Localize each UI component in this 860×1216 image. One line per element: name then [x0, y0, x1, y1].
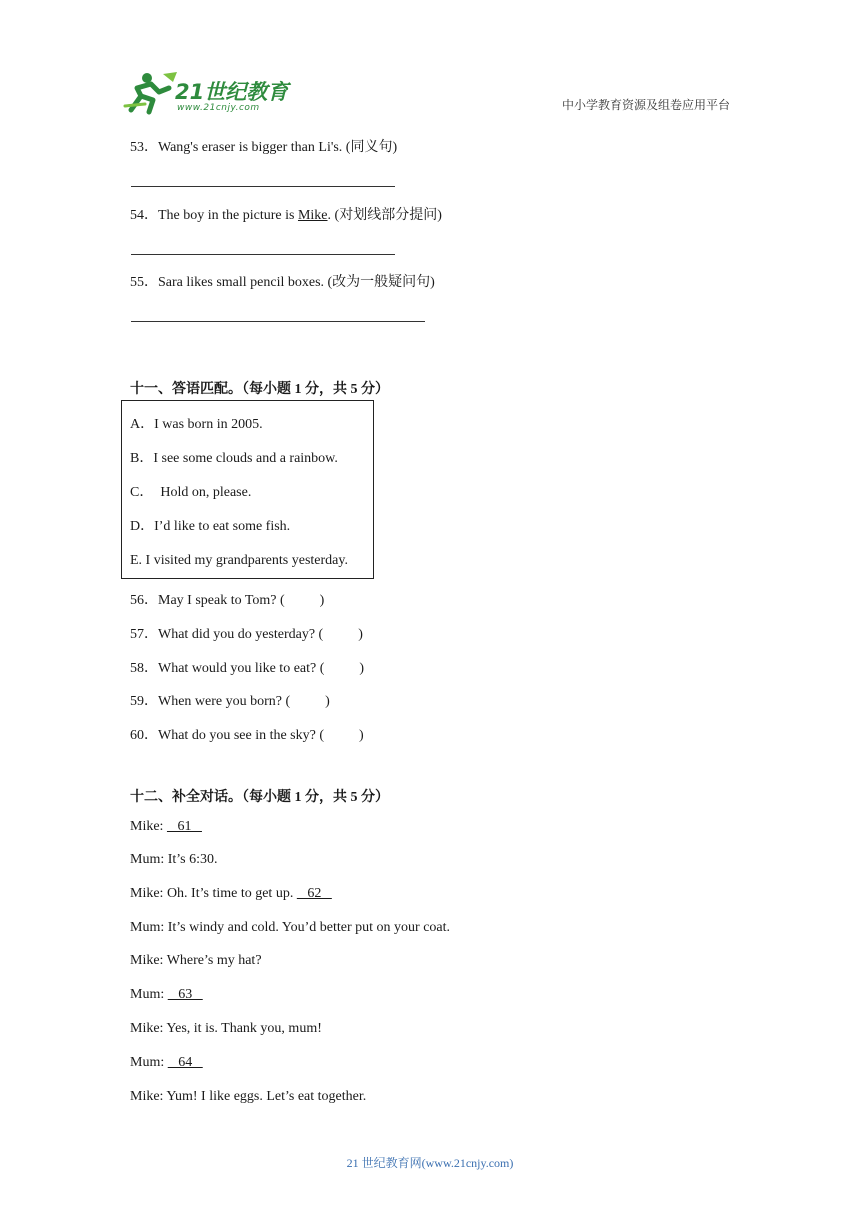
option-d: D．I’d like to eat some fish.	[130, 519, 291, 534]
answer-line-53[interactable]	[131, 186, 395, 187]
question-55: 55．Sara likes small pencil boxes. (改为一般疑问句)	[130, 275, 435, 290]
dialogue-line-3	[130, 885, 332, 903]
question-59[interactable]: 59．When were you born? ( )	[130, 694, 330, 709]
option-e: E. I visited my grandparents yesterday.	[130, 553, 348, 568]
dialogue-line-1	[130, 818, 202, 836]
question-54	[130, 207, 442, 225]
dialogue-speaker-text: Mum:	[130, 1055, 168, 1070]
logo-url: www.21cnjy.com	[177, 103, 260, 113]
blank-62[interactable]: 62	[296, 886, 332, 901]
question-60[interactable]: 60．What do you see in the sky? ( )	[130, 728, 364, 743]
option-c: C． Hold on, please.	[130, 485, 252, 500]
dialogue-line-9: Mike: Yum! I like eggs. Let’s eat together.	[130, 1089, 367, 1104]
footer-link[interactable]: 21 世纪教育网(www.21cnjy.com)	[346, 1156, 514, 1170]
dialogue-line-6	[130, 986, 203, 1004]
question-54-instruction: . (对划线部分提问)	[327, 208, 442, 223]
header-slogan: 中小学教育资源及组卷应用平台	[561, 98, 730, 112]
question-56[interactable]: 56．May I speak to Tom? ( )	[130, 593, 325, 608]
question-54-underlined: Mike	[297, 208, 328, 223]
question-54-text: 54．The boy in the picture is	[130, 208, 298, 223]
dialogue-line-8	[130, 1054, 203, 1072]
answer-line-55[interactable]	[131, 321, 425, 322]
dialogue-line-7: Mike: Yes, it is. Thank you, mum!	[130, 1021, 322, 1036]
site-logo	[123, 70, 293, 116]
dialogue-speaker-text: Mike:	[130, 819, 167, 834]
question-58[interactable]: 58．What would you like to eat? ( )	[130, 661, 365, 676]
section-12-heading: 十二、补全对话。（每小题 1 分，共 5 分）	[130, 790, 389, 805]
section-11-heading: 十一、答语匹配。（每小题 1 分，共 5 分）	[130, 382, 389, 397]
dialogue-line-5: Mike: Where’s my hat?	[130, 953, 262, 968]
logo-title: 21世纪教育	[175, 80, 289, 104]
option-a: A．I was born in 2005.	[130, 417, 263, 432]
dialogue-speaker-text: Mum:	[130, 987, 168, 1002]
dialogue-speaker-text: Mike: Oh. It’s time to get up.	[130, 886, 297, 901]
option-b: B．I see some clouds and a rainbow.	[130, 451, 338, 466]
blank-64[interactable]: 64	[167, 1055, 203, 1070]
blank-61[interactable]: 61	[166, 819, 202, 834]
question-57[interactable]: 57．What did you do yesterday? ( )	[130, 627, 363, 642]
dialogue-line-2: Mum: It’s 6:30.	[130, 852, 218, 867]
dialogue-line-4: Mum: It’s windy and cold. You’d better put on your coat.	[130, 920, 451, 935]
question-53: 53．Wang's eraser is bigger than Li's. (同义句)	[130, 140, 398, 155]
answer-line-54[interactable]	[131, 254, 395, 255]
blank-63[interactable]: 63	[167, 987, 203, 1002]
